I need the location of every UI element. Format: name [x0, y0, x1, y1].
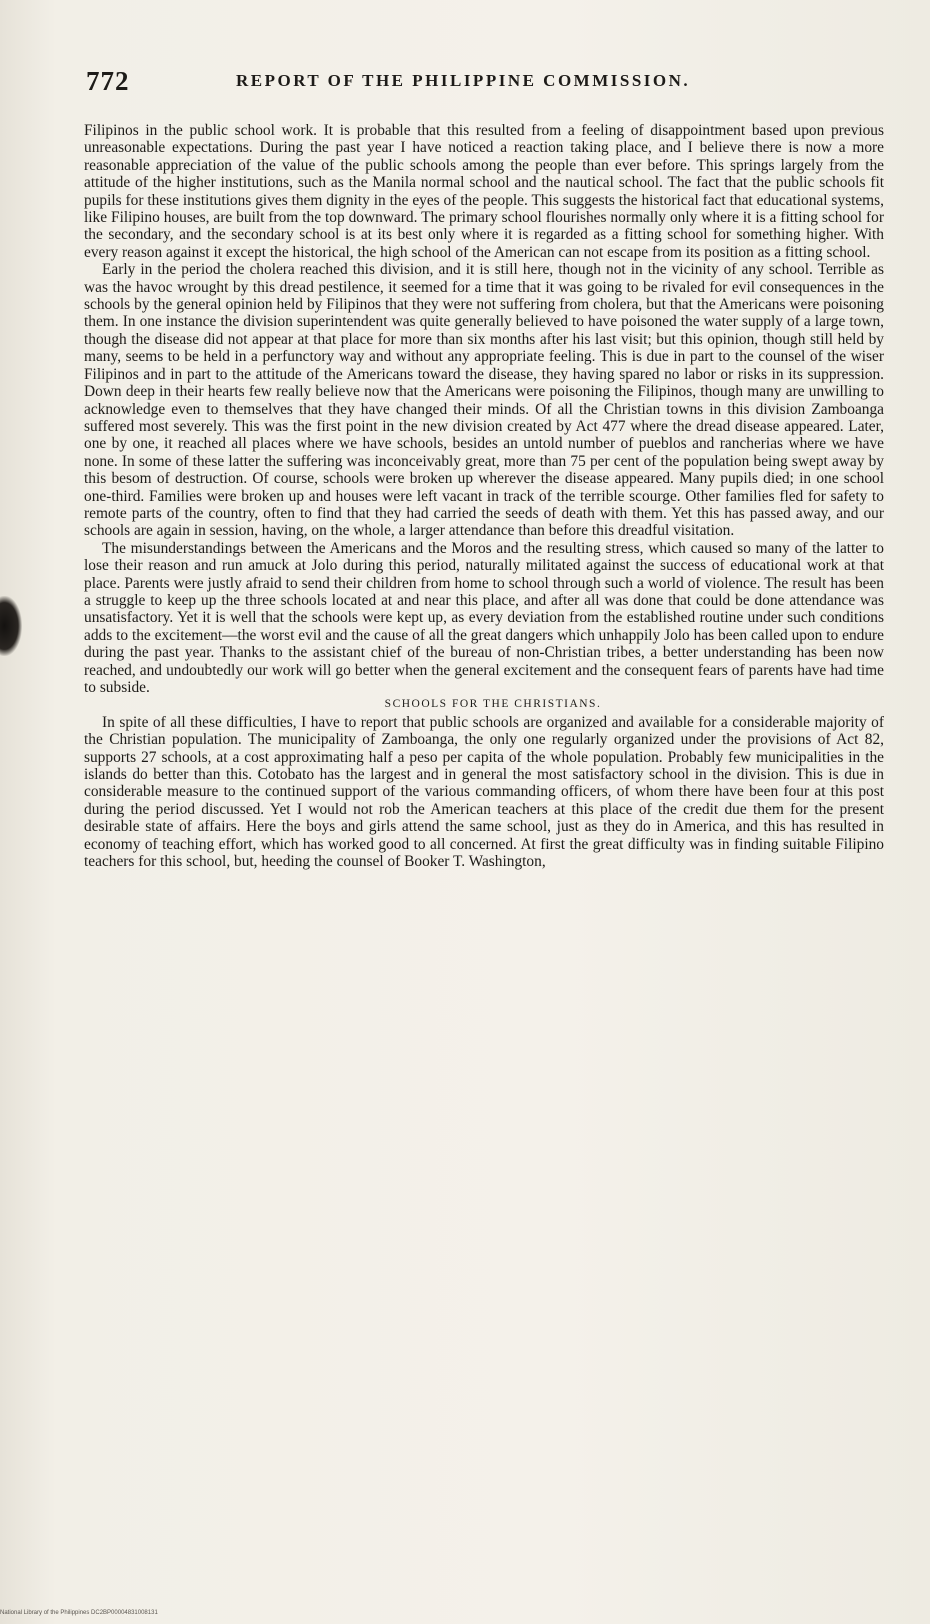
ink-blot-mark — [0, 596, 22, 656]
page-header — [86, 66, 886, 96]
scan-footer: National Library of the Philippines DC2BP00004831008131 — [0, 1610, 158, 1616]
paragraph-3: The misunderstandings between the Americans and the Moros and the resulting stress, which caused so many of the latter to lose their reason and run amuck at Jolo during this period, naturally militated against the success of educational work at that place. Parents were justly afraid to send their children from home to school through such a world of violence. The result has been a struggle to keep up the three schools located at and near this place, and after all was done that could be done attendance was unsatisfactory. Yet it is well that the schools were kept up, as every deviation from the established routine under such conditions adds to the excitement—the worst evil and the cause of all the great dangers which unhappily Jolo has been called upon to endure during the past year. Thanks to the assistant chief of the bureau of non-Christian tribes, a better understanding has been now reached, and undoubtedly our work will go better when the general excitement and the consequent fears of parents have had time to subside. — [84, 539, 884, 696]
paragraph-4: In spite of all these difficulties, I have to report that public schools are organized and available for a considerable majority of the Christian population. The municipality of Zamboanga, the only one regularly organized under the provisions of Act 82, supports 27 schools, at a cost approximating half a peso per capita of the whole population. Probably few municipalities in the islands do better than this. Cotobato has the largest and in general the most satisfactory school in the division. This is due in considerable measure to the continued support of the various commanding officers, of whom there have been four at this post during the period discussed. Yet I would not rob the American teachers at this place of the credit due them for the present desirable state of affairs. Here the boys and girls attend the same school, just as they do in America, and this has resulted in economy of teaching effort, which has worked good to all concerned. At first the great difficulty was in finding suitable Filipino teachers for this school, but, heeding the counsel of Booker T. Washington, — [84, 713, 884, 871]
body-text — [84, 122, 884, 870]
running-head: REPORT OF THE PHILIPPINE COMMISSION. — [236, 71, 691, 90]
section-heading: SCHOOLS FOR THE CHRISTIANS. — [384, 698, 602, 711]
paragraph-2: Early in the period the cholera reached this division, and it is still here, though not in the vicinity of any school. Terrible as was the havoc wrought by this dread pestilence, it seemed for a time that it was going to be rivaled for evil consequences in the schools by the general opinion held by Filipinos that they were not suffering from cholera, but that the Americans were poisoning them. In one instance the division superintendent was quite generally believed to have poisoned the water supply of a large town, though the disease did not appear at that place for more than six months after his last visit; but this opinion, though still held by many, seems to be held in a perfunctory way and without any appropriate feeling. This is due in part to the counsel of the wiser Filipinos and in part to the attitude of the Americans toward the disease, they having spared no labor or risks in its suppression. Down deep in their hearts few really believe now that the Americans were poisoning the Filipinos, though many are unwilling to acknowledge even to themselves that they have changed their minds. Of all the Christian towns in this division Zamboanga suffered most severely. This was the first point in the new division created by Act 477 where the dread disease appeared. Later, one by one, it reached all places where we have schools, besides an untold number of pueblos and rancherias where we have none. In some of these latter the suffering was inconceivably great, more than 75 per cent of the population being swept away by this besom of destruction. Of course, schools were broken up wherever the disease appeared. Many pupils died; in one school one-third. Families were broken up and houses were left vacant in track of the terrible scourge. Other families fled for safety to remote parts of the country, often to find that they had carried the seeds of death with them. Yet this has passed away, and our schools are again in session, having, on the whole, a larger attendance than before this dreadful visitation. — [84, 261, 884, 540]
paragraph-1: Filipinos in the public school work. It is probable that this resulted from a feeling of disappointment based upon previous unreasonable expectations. During the past year I have noticed a reaction taking place, and I believe there is now a more reasonable appreciation of the value of the public schools among the people than ever before. This springs largely from the attitude of the higher institutions, such as the Manila normal school and the nautical school. The fact that the public schools fit pupils for these institutions gives them dignity in the eyes of the people. This suggests the historical fact that educational systems, like Filipino houses, are built from the top downward. The primary school flourishes normally only where it is a fitting school for the secondary, and the secondary school is at its best only where it is regarded as a fitting school for something higher. With every reason against it except the historical, the high school of the American can not escape from its position as a fitting school. — [84, 122, 884, 261]
page-number: 772 — [86, 66, 130, 96]
